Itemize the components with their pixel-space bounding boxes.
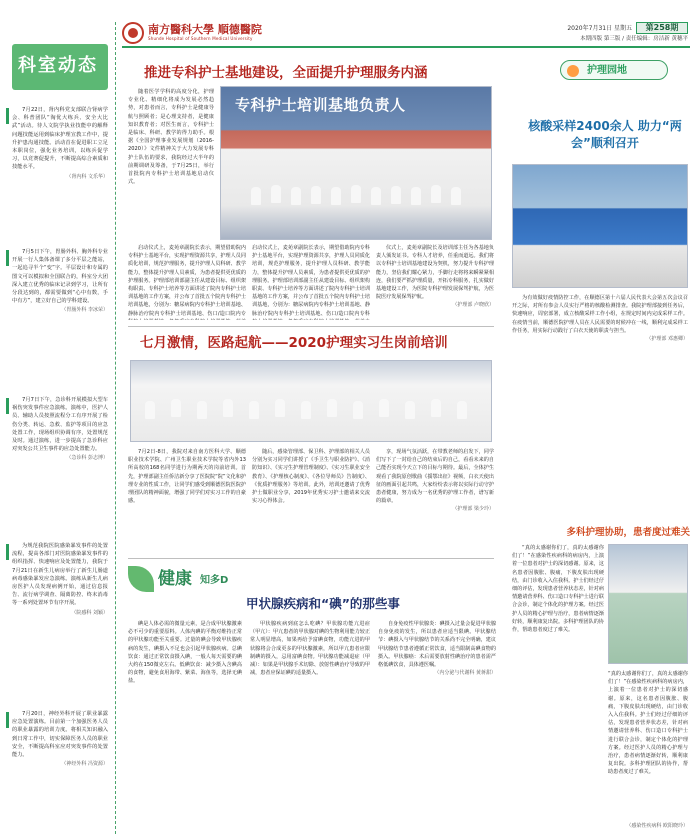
article-col xyxy=(252,448,370,552)
article-col xyxy=(378,620,496,832)
article-byline: （护理部 梁少玲） xyxy=(452,506,494,513)
headline-nurse-base: 推进专科护士基地建设，全面提升护理服务内涵 xyxy=(144,65,428,81)
masthead xyxy=(122,22,690,48)
article-paragraph: 随着医学学科的高度分化，护理专业化、精细化将成为发展必然趋势，对患者而言，专科护士是健康导航与照顾者；是心理支持者，是健康知识教育者；对医生而言，专科护士是临床、科研、教学的得力助手。根据《全国护理事业发展规划（2016-2020）》文件精神关于大力发展专科护士队伍的要求，我院经过大半年的前期调研及筹备，于7月25日，举行首批院内专科护士培训基地启动仪式。 xyxy=(128,89,214,186)
person-figure xyxy=(353,401,363,419)
person-figure xyxy=(197,401,207,419)
section-divider xyxy=(128,558,494,559)
care-team-photo xyxy=(608,544,688,664)
person-figure xyxy=(291,187,301,205)
person-figure xyxy=(249,401,259,419)
section-divider xyxy=(128,326,494,327)
headline-multi-dept-care: 多科护理协助，患者度过难关 xyxy=(566,527,690,538)
training-base-photo xyxy=(220,86,492,240)
article-col xyxy=(376,448,494,554)
article-col xyxy=(252,244,370,320)
brief-byline: （胃肠外科 李冰荣） xyxy=(61,307,108,314)
person-figure xyxy=(327,399,337,417)
person-figure xyxy=(301,401,311,419)
brief-marker xyxy=(6,712,9,728)
brief-marker xyxy=(6,108,9,124)
article-byline: （内分泌与代谢科 黄蒋甜） xyxy=(434,670,496,677)
brief-marker xyxy=(6,544,9,560)
article-paragraph: “真的太感谢你们了，真的太感谢你们了！”在感染性疾病科的病房内，上演着一位患者对护士的深切感谢。原来，这名患者因腹胀、腹痛，下腹皮肤出现硬结，由门诊收入入住我科。护士们经过仔细的评估，发现患者营养状态差，针对病情邀请营养科、伤口造口专科护士进行联合会诊，制定个体化的护理方案。经过医护人员的精心护理与治疗，患者病情逐渐好转，顺利康复出院。多科护理团队的协作，帮助患者度过了难关。 xyxy=(512,545,604,634)
person-figure xyxy=(457,401,467,419)
brief-text: 7月22日，肾内科党支部联合肾病学会、科普团队“淘优大练兵、安全大比武”活动。待人文院学执业技能中的解释问题技能运用到临床护理宣教工作中，提升护患沟通技能。活动首在促进职工立足本职岗位，强化业务培训，以练兵促学习，以竞赛促提升，不断提高综合素质和技能水平。 xyxy=(12,107,108,171)
nursing-garden-tag xyxy=(560,60,668,80)
headline-thyroid-iodine: 甲状腺疾病和“碘”的那些事 xyxy=(246,596,400,611)
article-paragraph: 为有效做好疫情防控工作，在顺德区第十六届人民代表大会第五次会议召开之际，对所有参会人员实行严格的核酸检测排查。我院护理部接到任务后，快速响应，周密部署，成立核酸采样工作小组，在规定时间内完成采样工作。在疫情当前，顺德医院护理人员在人民需要的时候冲在一线，顺利完成采样工作任务，用实际行动践行了白衣天使的职责与担当。 xyxy=(512,295,688,334)
article-paragraph: 7月2日-8日，我院对来自南方医科大学、顺德职业技术学院、广州卫生职业技术学院等省内外13所高校的168名同学进行为期两天的岗前培训。首先，护理部副主任侨洁新分享了医院院“院”文化和护理专业的性质工作，让同学们感受到顺德医院医院护理团队的精神面貌，增强了同学们对实习工作的自豪感。 xyxy=(128,449,246,505)
article-col xyxy=(376,244,494,322)
article-col xyxy=(128,620,242,832)
article-paragraph: 自身免疫性甲状腺炎：碘摄入过量会促进甲状腺自身免疫的发生，所以患者应适当限碘。甲状腺结节：碘摄入与甲状腺结节的关系尚不完全明确，建议甲状腺结节患者遵循正常饮食，适当限制高碘食物的摄入。甲状腺癌：术后需要放射性碘治疗的患者需严格低碘饮食，具体遵医嘱。 xyxy=(378,621,496,669)
brief-byline: （神经外科 冯资源） xyxy=(61,761,108,768)
issue-number: 第258期 xyxy=(636,22,688,34)
brief-marker xyxy=(6,398,9,414)
brief-text: 7月5日下午，胃肠外科、胸外科专业开展一行人集体备课了多分平层之能站，一起追寻半个“变”字。平层设计和专属的图文可以模拟和全国联合的，科室分大团深入建立优秀的临床记录到学习，让所有分段达到的，都需要做到“心中有数，手中有方”，建立好自己的学科建设。 xyxy=(12,249,108,305)
article-col xyxy=(128,244,246,320)
person-figure xyxy=(411,187,421,205)
article-paragraph: 启动仪式上，麦苑章副院长表示，期望借助院内专科护士基地平台，实现护理资源共享，护理人员同质化培训，规范护理服务，提升护理人员科研、教学能力，整体提升护理人员素质，为患者提供更优质的护理服务。护理部培训部副主任从建设目标、组织架构职责、专科护士培养等方面讲述了院内专科护士培训基地的工作方案，并公布了首批五个院内专科护士培训基地，分别为：糖尿病院内专科护士培训基地、静脉治疗院内专科护士培训基地、伤口/造口院内专科 xyxy=(252,245,370,317)
banner-health: 健康 xyxy=(158,569,192,589)
news-brief xyxy=(12,396,108,462)
headline-intern-training: 七月激情，医路起航——2020护理实习生岗前培训 xyxy=(140,335,448,351)
news-brief xyxy=(12,106,108,181)
editor-line: 本期四版 第三版 / 责任编辑：房洁新 黄穗平 xyxy=(580,36,688,42)
article-paragraph: 碘是人体必需的微量元素，是合成甲状腺激素必不可少的重要原料。人体内碘的平衡对维持正常的甲状腺功能至关重要。过量的碘会导致甲状腺疾病的发生，碘摄入不足也会引起甲状腺疾病。总碘饮食：通过正常饮食摄入碘，一般人每天需要的碘大约在150微克左右。低碘饮食：减少摄入含碘高的食物，避免食用海带、紫菜、海鱼等，选择无碘盐。 xyxy=(128,621,242,685)
university-name: 南方醫科大學 順德醫院 xyxy=(148,23,262,36)
person-figure xyxy=(451,187,461,205)
flower-icon xyxy=(567,65,579,77)
nursing-garden-label: 护理园地 xyxy=(587,65,627,76)
right-column xyxy=(508,60,690,834)
brief-byline: （急诊科 彭志博） xyxy=(66,455,108,462)
article-paragraph: 享，现场气氛活跃，在带教老师的启发下，同学们写下了一封给自己的结束后的自己，看看未来的自己能否实现今天立下的目标与期待。最后，全体护生观看了我院原创歌曲《援鄂出征》视频，白衣天使出征的画面引起共鸣，大家纷纷表示将以实际行动守护患者健康，努力成为一名优秀的护理工作者，谱写新的篇章。 xyxy=(376,449,494,505)
issue-date: 2020年7月31日 星期五 xyxy=(567,25,632,32)
article-col xyxy=(128,88,214,258)
banner-know-more: 知多D xyxy=(200,575,229,586)
health-knowledge-banner xyxy=(128,564,256,598)
person-figure xyxy=(331,187,341,205)
person-figure xyxy=(351,185,361,203)
department-news-banner xyxy=(12,44,108,90)
photo-banner-text: 专科护士培训基地负责人 xyxy=(235,96,406,114)
brief-byline: （院感科 刘颖） xyxy=(71,609,108,616)
article-paragraph: 甲状腺疾病到底怎么吃碘？甲状腺功能亢进症（甲亢）：甲亢患者的甲状腺对碘的生物利用能力较正常人明显增高，如果再给予富碘食物，功能亢进的甲状腺将会合成更多的甲状腺激素，所以甲亢患者应限制碘的摄入，忌用富碘食物。甲状腺功能减退症（甲减）：如果是甲状腺手术切除、放射性碘治疗导致的甲减，患者应保证碘的适量摄入。 xyxy=(250,621,370,677)
brief-byline: （肾内科 文乐华） xyxy=(66,173,108,180)
sampling-photo xyxy=(512,164,688,288)
person-figure xyxy=(275,399,285,417)
brief-text: 为规范我院医院感染暴发事件的处置流程，提高各部门对医院感染暴发事件的组织指挥、快速响应及处置能力，我院于7月21日在新生儿病房举行了新生儿肠道病毒感染暴发应急演练。演练从新生儿病房医护人员发现病例开始，通过信息报告、流行病学调查、隔离防控、终末消毒等一系列处置环节有序开展。 xyxy=(12,543,108,607)
article-col xyxy=(250,620,370,832)
news-brief xyxy=(12,248,108,314)
article-paragraph: “真的太感谢你们了，真的太感谢你们了！”在感染性疾病科的病房内，上演着一位患者对护士的深切感谢。原来，这名患者因腹胀、腹痛，下腹皮肤出现硬结，由门诊收入入住我科。护士们经过仔细的评估，发现患者营养状态差，针对病情邀请营养科、伤口造口专科护士进行联合会诊，制定个体化的护理方案。经过医护人员的精心护理与治疗，患者病情逐渐好转，顺利康复出院。多科护理团队的协作，帮助患者度过了难关。 xyxy=(608,671,688,776)
person-figure xyxy=(391,186,401,204)
leaf-icon xyxy=(128,566,154,592)
article-col xyxy=(512,294,688,520)
university-logo-icon xyxy=(122,22,144,44)
person-figure xyxy=(379,399,389,417)
article-col xyxy=(608,670,688,832)
person-figure xyxy=(251,187,261,205)
person-figure xyxy=(145,401,155,419)
headline-nucleic-acid: 核酸采样2400余人 助力“两会”顺利召开 xyxy=(528,119,682,150)
article-paragraph: 随后，感染管理部、保卫科、护理部的相关人员分别为实习同学们讲授了《手卫生与职业防护》、《消防知识》、《实习生护理管理制度》、《实习生职业安全教育》、《护理核心制度》、《各位导师员》告制度》、《优质护理服务》等培训。此外，培训还邀请了优秀护士做职业分享，2019年优秀实习护士邀请来交流实习心得体会。 xyxy=(252,449,370,505)
article-byline: （护理部 卢晓欣） xyxy=(452,302,494,309)
brief-text: 7月20日，神经外科开展了职业暴露应急处置演练。目前第一个加强医务人员的职业暴露的培训力度。将相关知识融入到日常工作中，切实保障医务人员的职业安全，不断提高科室应对突发事件的处置能力。 xyxy=(12,711,108,759)
article-paragraph: 仪式上，麦苑章副院长及培训部主任为各基地负责人颁发证书。专科人才培养，任重而道远。我们将以专科护士培训基地建设为契机，努力提升专科护理能力，坚信我们耀心紧力，手脚行走将将来瞬紧紧相连，我们要严抓护理质量，开拓专科服务，扎实做好基地建设工作，为医院专科护理发展保驾护航，为医院医疗发展保驾护航。 xyxy=(376,245,494,301)
brief-marker xyxy=(6,250,9,266)
person-figure xyxy=(223,399,233,417)
article-paragraph: 启动仪式上，麦苑章副院长表示，期望借助院内专科护士基地平台，实现护理资源共享，护理人员同质化培训，规范护理服务，提升护理人员科研、教学能力，整体提升护理人员素质，为患者提供更优质的护理服务。护理部培训部副主任从建设目标、组织架构职责、专科护士培养等方面讲述了院内专科护士培训基地的工作方案，并公布了首批五个院内专科护士培训基地，分别为：糖尿病院内专科护士培训基地、静脉治疗院内专科护士培训基地、伤口/造口院内专 xyxy=(128,245,246,317)
article-col xyxy=(512,544,604,832)
article-byline-row xyxy=(512,822,688,832)
person-figure xyxy=(311,186,321,204)
banner-title: 科室动态 xyxy=(18,55,98,76)
news-brief xyxy=(12,542,108,617)
person-figure xyxy=(431,185,441,203)
article-col xyxy=(128,448,246,552)
person-figure xyxy=(371,187,381,205)
hospital-english-name: Shunde Hospital of Southern Medical University xyxy=(148,36,253,41)
person-figure xyxy=(271,185,281,203)
brief-text: 7月7日下午，急诊科开展模拟大型车祸伤突发事件应急演练。演练中，医护人员、辅助人员按照流程分工有序开展了检伤分类、转运、急救、监护等项目的应急处置工作，现场组织协调有序，处置规范及时。通过演练，进一步提高了急诊科应对突发公共卫生事件的应急处置能力。 xyxy=(12,397,108,453)
left-column xyxy=(8,22,116,834)
news-brief xyxy=(12,710,108,768)
intern-group-photo xyxy=(130,360,492,442)
article-byline: （护理部 邓惠卿） xyxy=(646,336,688,343)
person-figure xyxy=(171,399,181,417)
person-figure xyxy=(431,399,441,417)
article-byline: （感染性疾病科 欧阳晓玲） xyxy=(626,823,688,829)
person-figure xyxy=(405,401,415,419)
